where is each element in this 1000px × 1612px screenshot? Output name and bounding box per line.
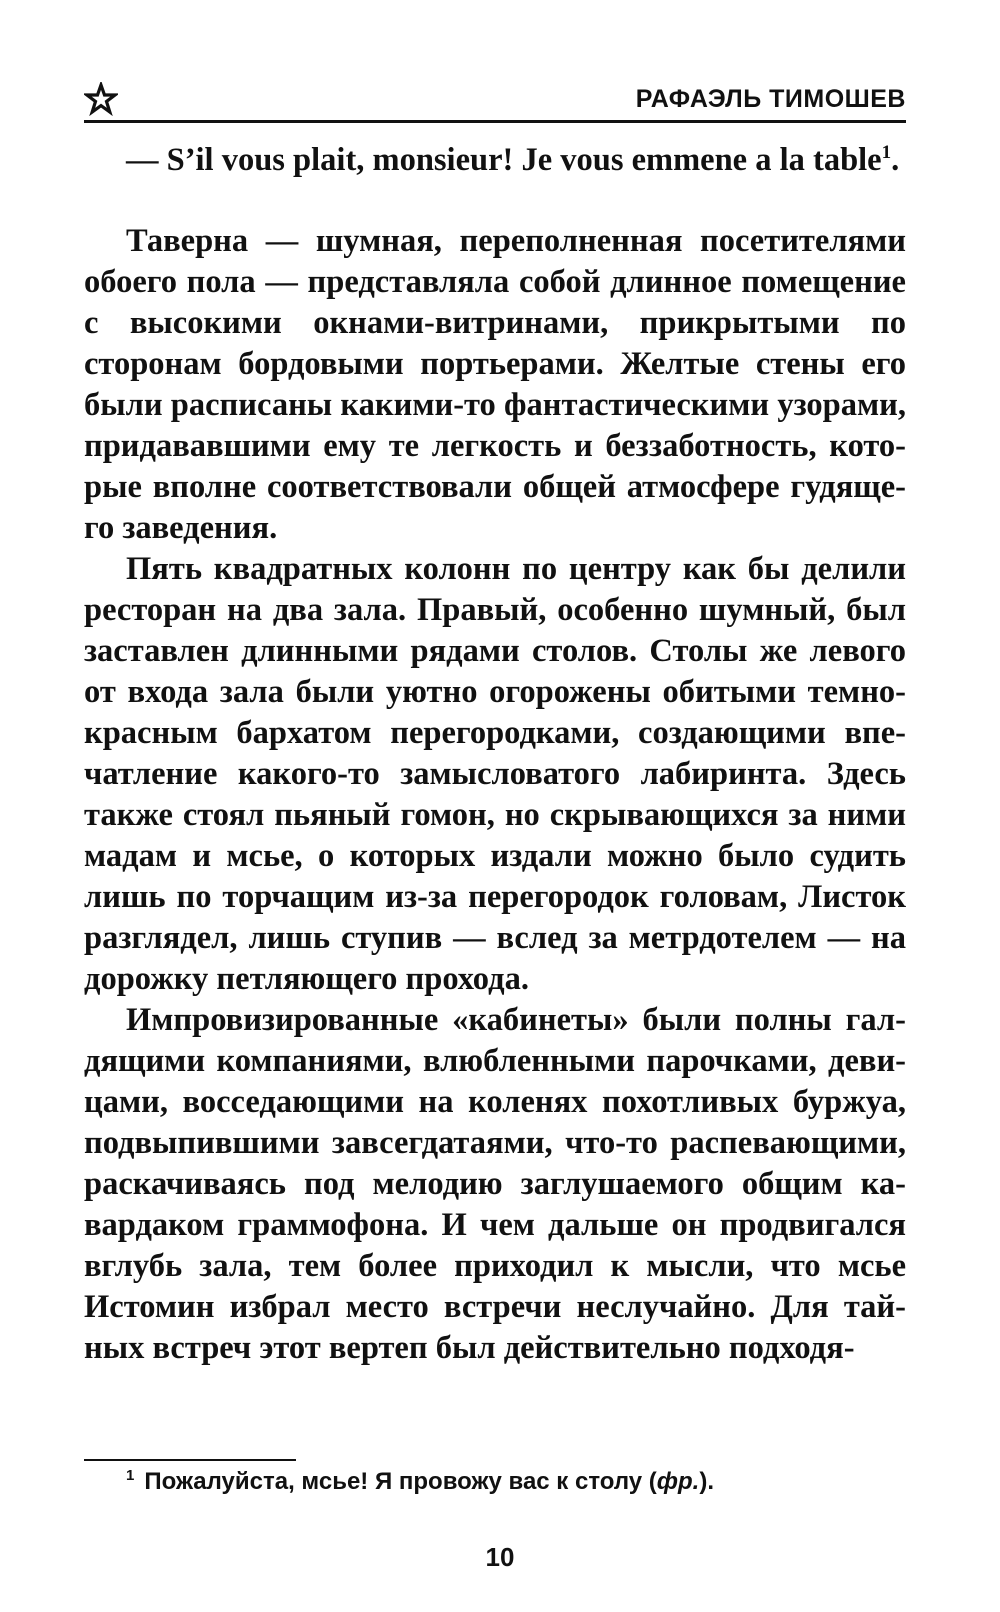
footnote-text: Пожалуйста, мсье! Я провожу вас к столу ( [144,1468,657,1495]
dialogue-end: . [891,142,900,178]
page-number: 10 [485,1542,515,1572]
page-header [84,80,906,122]
footnote [126,1466,906,1498]
star-icon [84,82,118,116]
footnote-language: фр. [656,1468,700,1495]
paragraph-columns: Пять квадратных колонн по центру как бы делили ресторан на два зала. Правый, особенно шумный, был заставлен длинными рядами столов. Столы же левого от входа зала были уютно огорожены обитыми темнокрасным бархатом перегородками, создающими впечатление какого-то замысловатого лабиринта. Здесь также стоял пьяный гомон, но скрывающихся за ними мадам и мсье, о которых издали можно было судить лишь по торчащим из-за перегородок головам, Листок разглядел, лишь ступив — вслед за метрдотелем — на дорожку петляющего прохода. [84,551,906,997]
footnote-close: ). [699,1468,715,1495]
running-head: РАФАЭЛЬ ТИМОШЕВ [635,85,906,113]
body-text [84,140,906,1369]
footnote-rule [84,1459,296,1461]
paragraph-tavern: Таверна — шумная, переполненная посетителями обоего пола — представляла собой длинное помещение с высокими окнами-витринами, прикрытыми по сторонам бордовыми портьерами. Желтые стены его были расписаны какими-то фантастическими узорами, придававшими ему те легкость и беззаботность, которые вполне соответствовали общей атмосфере гудящего заведения. [84,223,906,546]
header-rule [84,120,906,123]
paragraph-cabinets: Импровизированные «кабинеты» были полны галдящими компаниями, влюбленными парочками, девицами, восседающими на коленях похотливых буржуа, подвыпившими завсегдатаями, что-то распевающими, раскачиваясь под мелодию заглушаемого общим кавардаком граммофона. И чем дальше он продвигался вглубь зала, тем более приходил к мысли, что мсье Истомин избрал место встречи неслучайно. Для тайных встреч этот вертеп был действительно подходя- [84,1002,906,1366]
dialogue-text: — S’il vous plait, monsieur! Je vous emmene a la table [126,142,882,178]
paragraph-french-dialogue [84,140,906,181]
footnote-reference: 1 [881,142,892,164]
footnote-marker: 1 [126,1467,135,1484]
